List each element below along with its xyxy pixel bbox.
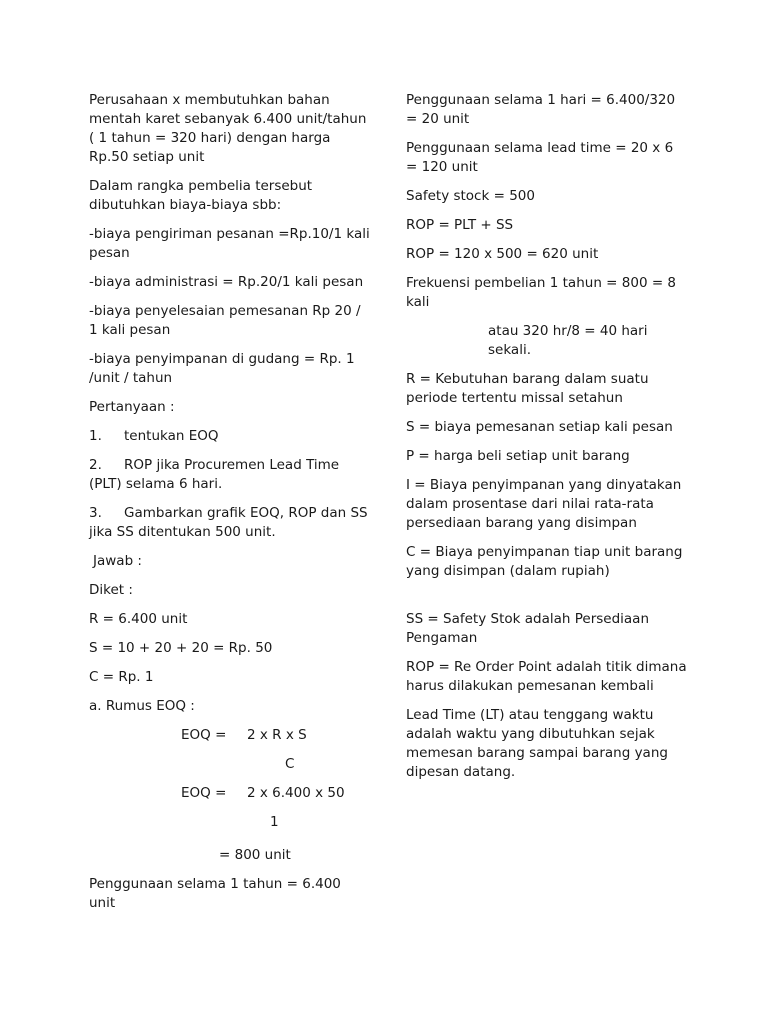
safety-stock: Safety stock = 500 <box>406 188 535 204</box>
definition-c: C = Biaya penyimpanan tiap unit barang yang disimpan (dalam rupiah) <box>406 544 683 579</box>
question-text: Gambarkan grafik EOQ, ROP dan SS jika SS ditentukan 500 unit. <box>89 505 368 540</box>
right-column <box>406 91 688 792</box>
definition-rop: ROP = Re Order Point adalah titik dimana harus dilakukan pemesanan kembali <box>406 659 687 694</box>
cost-intro: Dalam rangka pembelia tersebut dibutuhkan biaya-biaya sbb: <box>89 178 313 213</box>
problem-statement: Perusahaan x membutuhkan bahan mentah karet sebanyak 6.400 unit/tahun ( 1 tahun = 320 hari) dengan harga Rp.50 setiap unit <box>89 92 367 165</box>
question-3 <box>89 504 371 542</box>
question-text: ROP jika Procuremen Lead Time (PLT) selama 6 hari. <box>89 457 340 492</box>
eoq-formula-row <box>89 726 371 745</box>
eoq-result: = 800 unit <box>219 846 291 863</box>
given-c: C = Rp. 1 <box>89 669 154 685</box>
question-number: 3. <box>89 505 102 521</box>
purchase-frequency: Frekuensi pembelian 1 tahun = 800 = 8 kali <box>406 275 677 310</box>
eoq-denominator: 1 <box>270 814 279 830</box>
question-number: 1. <box>89 428 102 444</box>
rop-formula: ROP = PLT + SS <box>406 217 514 233</box>
cost-storage: -biaya penyimpanan di gudang = Rp. 1 /unit / tahun <box>89 351 355 386</box>
questions-heading: Pertanyaan : <box>89 399 175 415</box>
eoq-label: EOQ = <box>181 785 227 801</box>
rop-calculation: ROP = 120 x 500 = 620 unit <box>406 246 599 262</box>
eoq-substitution-row <box>89 784 371 803</box>
cost-shipping: -biaya pengiriman pesanan =Rp.10/1 kali pesan <box>89 226 370 261</box>
cost-admin: -biaya administrasi = Rp.20/1 kali pesan <box>89 274 364 290</box>
usage-per-year: Penggunaan selama 1 tahun = 6.400 unit <box>89 875 341 911</box>
eoq-label: EOQ = <box>181 727 227 743</box>
question-number: 2. <box>89 457 102 473</box>
left-column <box>89 91 371 923</box>
definition-s: S = biaya pemesanan setiap kali pesan <box>406 419 673 435</box>
definition-r: R = Kebutuhan barang dalam suatu periode tertentu missal setahun <box>406 371 649 406</box>
purchase-interval: atau 320 hr/8 = 40 hari sekali. <box>488 323 648 358</box>
definition-ss: SS = Safety Stok adalah Persediaan Pengaman <box>406 611 649 646</box>
question-1 <box>89 427 371 446</box>
definition-i: I = Biaya penyimpanan yang dinyatakan dalam prosentase dari nilai rata-rata persediaan barang yang disimpan <box>406 477 682 531</box>
question-text: tentukan EOQ <box>124 428 219 444</box>
definition-p: P = harga beli setiap unit barang <box>406 448 630 464</box>
definition-lead-time: Lead Time (LT) atau tenggang waktu adalah waktu yang dibutuhkan sejak memesan barang sampai barang yang dipesan datang. <box>406 707 668 780</box>
given-r: R = 6.400 unit <box>89 611 188 627</box>
usage-per-day: Penggunaan selama 1 hari = 6.400/320 = 20 unit <box>406 92 676 127</box>
cost-completion: -biaya penyelesaian pemesanan Rp 20 / 1 kali pesan <box>89 303 361 338</box>
eoq-numerator: 2 x R x S <box>247 727 307 743</box>
usage-lead-time: Penggunaan selama lead time = 20 x 6 = 120 unit <box>406 140 674 175</box>
answer-heading: Jawab : <box>93 553 142 569</box>
given-s: S = 10 + 20 + 20 = Rp. 50 <box>89 640 273 656</box>
question-2 <box>89 456 371 494</box>
eoq-numerator: 2 x 6.400 x 50 <box>247 785 345 801</box>
eoq-formula-heading: a. Rumus EOQ : <box>89 698 195 714</box>
given-heading: Diket : <box>89 582 133 598</box>
eoq-denominator: C <box>285 756 295 772</box>
